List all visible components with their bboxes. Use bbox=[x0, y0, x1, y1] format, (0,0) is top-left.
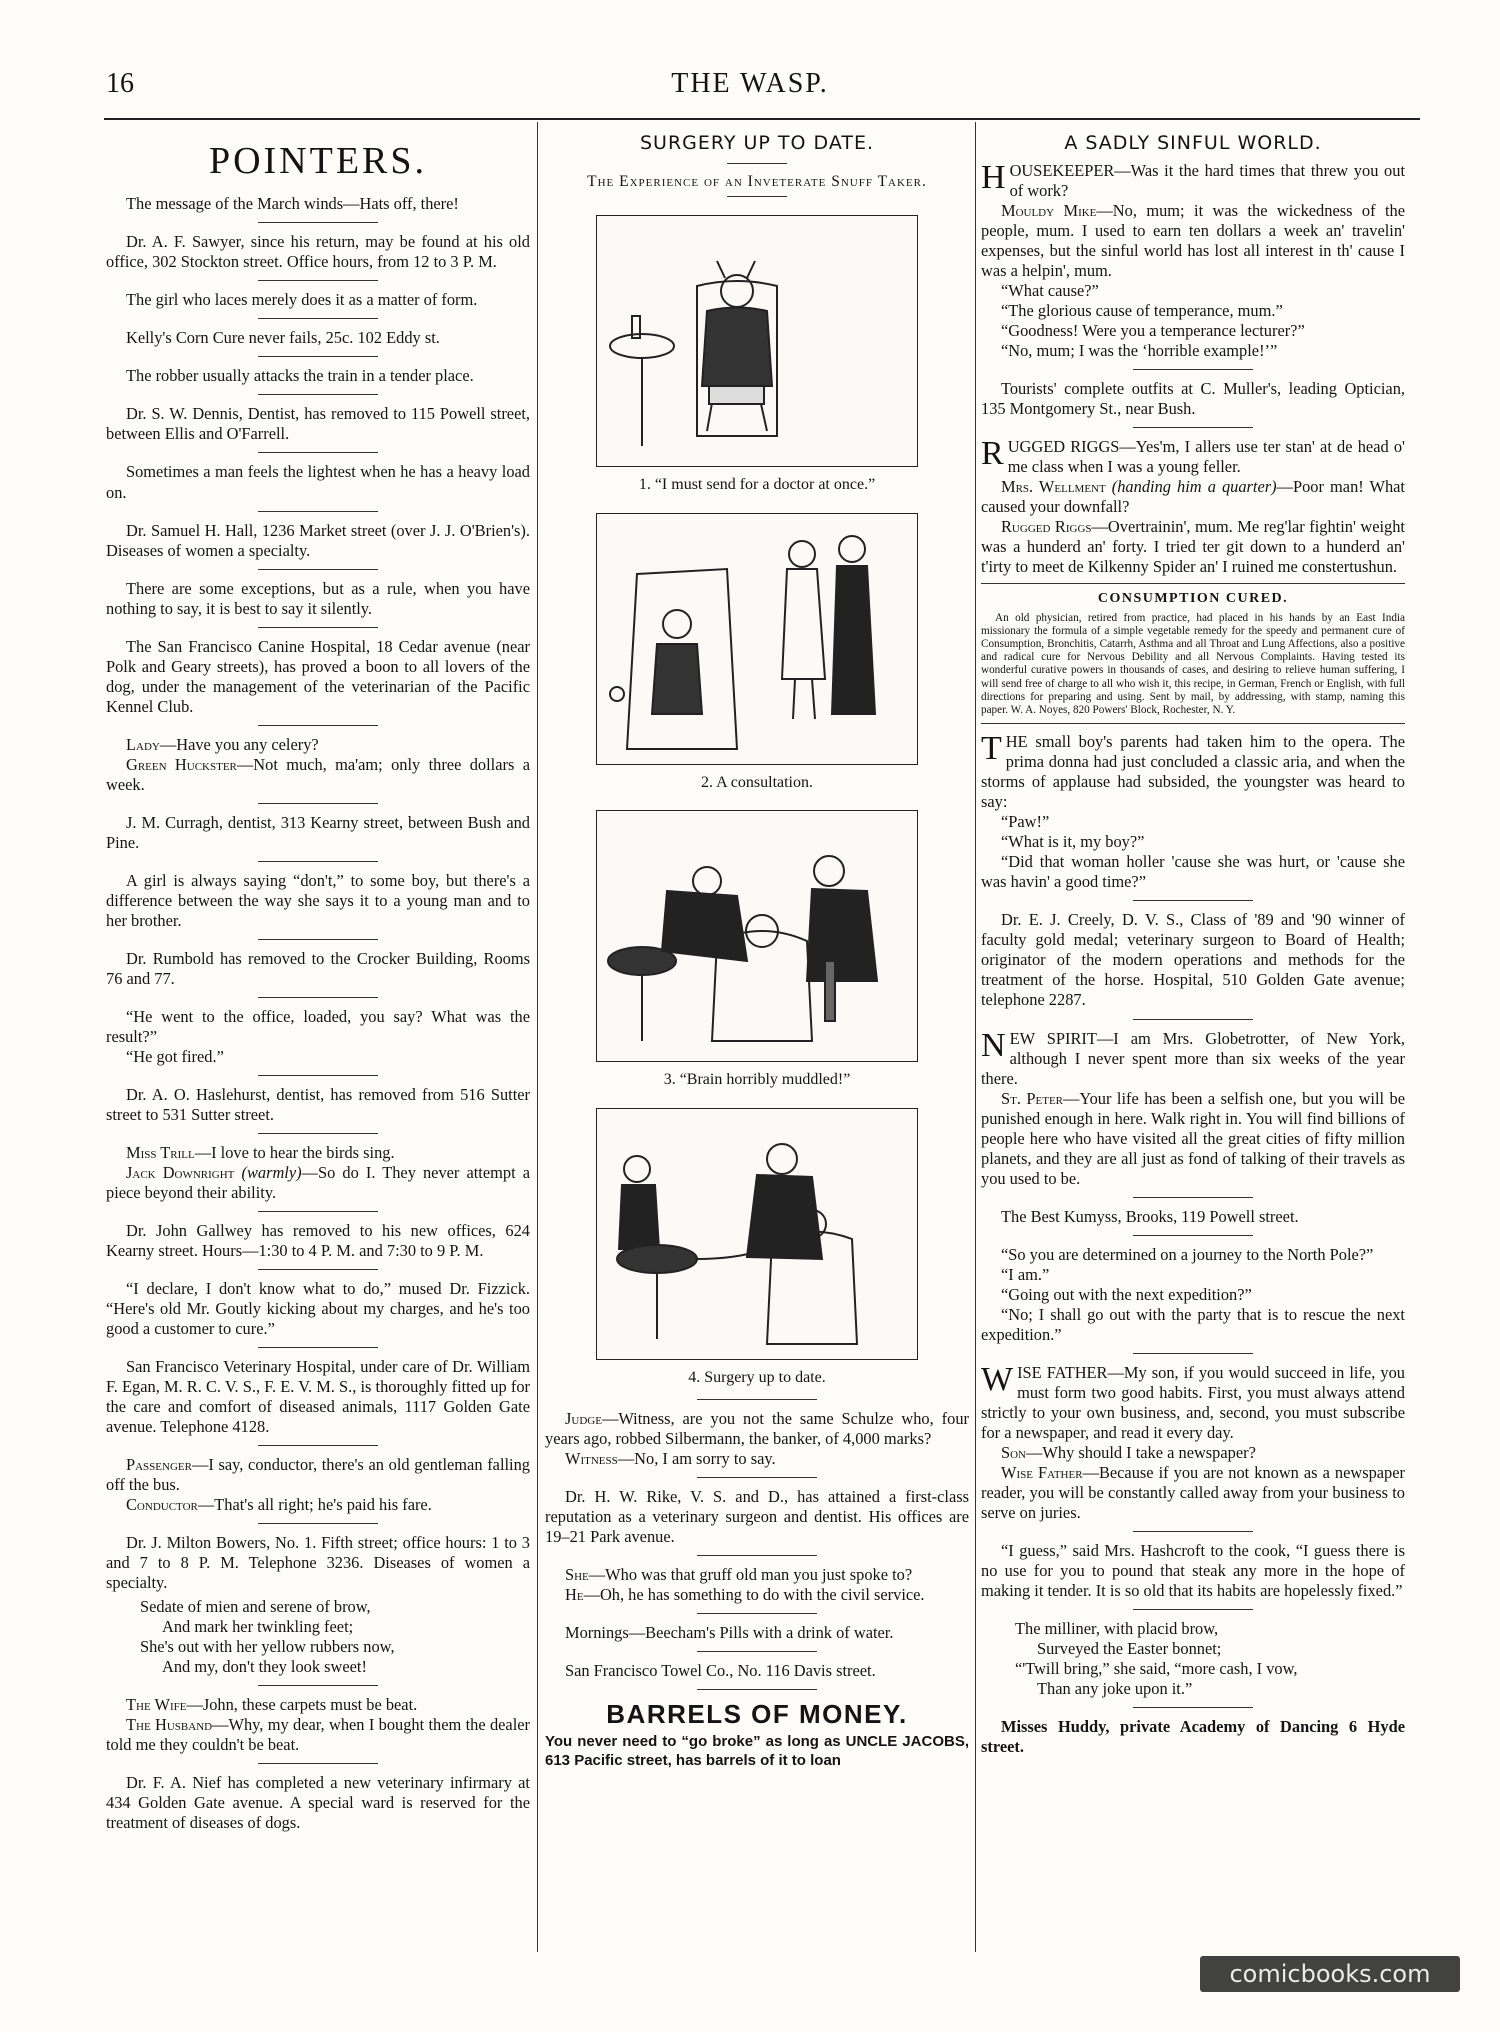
stage-direction: (warmly) bbox=[241, 1162, 302, 1182]
paragraph: Dr. J. Milton Bowers, No. 1. Fifth street; office hours: 1 to 3 and 7 to 8 P. M. Telephone 3236. Diseases of women a specialty. bbox=[106, 1533, 530, 1593]
paragraph: Dr. A. F. Sawyer, since his return, may be found at his old office, 302 Stockton street. Office hours, from 12 to 3 P. M. bbox=[106, 232, 530, 272]
separator bbox=[258, 318, 378, 319]
speech: —Who was that gruff old man you just spoke to? bbox=[588, 1565, 913, 1585]
separator bbox=[258, 1685, 378, 1686]
dialogue-line: “What cause?” bbox=[1001, 281, 1099, 301]
speech: —Overtrainin', mum. Me reg'lar fightin' weight was a hunderd an' forty. I tried ter git down to a hunderd an' t'irty to meet de Kilkenny Spider an' I ruined me constertushun. bbox=[981, 517, 1405, 577]
masthead-title: THE WASP. bbox=[671, 68, 829, 99]
paragraph: Mornings—Beecham's Pills with a drink of water. bbox=[565, 1623, 894, 1643]
poem bbox=[140, 1597, 530, 1677]
dialogue-line: “Going out with the next expedition?” bbox=[1001, 1284, 1252, 1304]
speech: —That's all right; he's paid his fare. bbox=[197, 1495, 432, 1515]
section-title: A SADLY SINFUL WORLD. bbox=[1064, 132, 1322, 154]
paragraph: Dr. Samuel H. Hall, 1236 Market street (over J. J. O'Brien's). Diseases of women a specialty. bbox=[106, 520, 530, 560]
speech: —Not much, ma'am; only three dollars a week. bbox=[106, 754, 530, 794]
dialogue-line: “So you are determined on a journey to the North Pole?” bbox=[1001, 1244, 1374, 1264]
speaker: Son bbox=[1001, 1442, 1027, 1462]
speech: —No, mum; it was the wickedness of the people, mum. I used to earn ten dollars a week an' travelin' expenses, but the sinful world has lost all interest in th' cause I was a helpin', mum. bbox=[981, 201, 1405, 281]
dialogue-line: “He went to the office, loaded, you say? What was the result?” bbox=[106, 1006, 530, 1046]
speech: —Have you any celery? bbox=[159, 734, 319, 754]
speech: —Your life has been a selfish one, but you will be punished enough in here. Walk right in. You will find billions of people here who have visited all the great cities of fifty million planets, and they are all just as fond of talking of their travels as you used to be. bbox=[981, 1088, 1406, 1188]
advertisement-title: CONSUMPTION CURED. bbox=[1097, 591, 1289, 607]
separator bbox=[258, 1075, 378, 1076]
advertisement-body: You never need to “go broke” as long as UNCLE JACOBS, 613 Pacific street, has barrels of it to loan bbox=[545, 1733, 969, 1769]
paragraph: Dr. F. A. Nief has completed a new veterinary infirmary at 434 Golden Gate avenue. A special ward is reserved for the treatment of diseases of dogs. bbox=[106, 1773, 530, 1833]
dialogue-line bbox=[981, 1360, 1405, 1443]
speech: —So do I. They never attempt a piece beyond their ability. bbox=[106, 1162, 530, 1202]
paragraph: A girl is always saying “don't,” to some boy, but there's a difference between the way she says it to a young man and to her brother. bbox=[106, 870, 530, 930]
separator bbox=[258, 1269, 378, 1270]
speaker: Witness bbox=[565, 1449, 618, 1469]
column-surgery bbox=[545, 126, 969, 1771]
separator bbox=[258, 1133, 378, 1134]
separator bbox=[697, 1477, 817, 1478]
separator bbox=[1133, 1609, 1253, 1610]
separator bbox=[258, 1347, 378, 1348]
dialogue-line: “He got fired.” bbox=[126, 1046, 224, 1066]
paragraph: Tourists' complete outfits at C. Muller's, leading Optician, 135 Montgomery St., near Bush. bbox=[981, 379, 1405, 419]
stage-direction: (handing him a quarter) bbox=[1111, 477, 1277, 497]
drop-cap: N bbox=[981, 1026, 1006, 1064]
speech: —Why, my dear, when I bought them the dealer told me they couldn't be beat. bbox=[106, 1715, 530, 1755]
advertisement-line: Misses Huddy, private Academy of Dancing 6 Hyde street. bbox=[981, 1716, 1405, 1756]
dialogue-line bbox=[981, 201, 1405, 281]
poem-line: She's out with her yellow rubbers now, bbox=[140, 1637, 395, 1657]
drop-cap: R bbox=[981, 435, 1004, 473]
dialogue-line bbox=[106, 735, 530, 755]
separator bbox=[258, 1445, 378, 1446]
poem-line: Than any joke upon it.” bbox=[1037, 1678, 1193, 1698]
dialogue-line bbox=[106, 1143, 530, 1163]
speaker: Lady bbox=[126, 734, 160, 754]
speech: —I say, conductor, there's an old gentleman falling off the bus. bbox=[106, 1455, 530, 1495]
speech: —Poor man! What caused your downfall? bbox=[981, 477, 1405, 517]
speech: EW SPIRIT—I am Mrs. Globetrotter, of New York, although I never spent more than six weeks of the year there. bbox=[981, 1028, 1405, 1088]
dialogue-line bbox=[106, 755, 530, 795]
separator bbox=[258, 997, 378, 998]
panel-caption: 1. “I must send for a doctor at once.” bbox=[638, 476, 876, 494]
separator bbox=[981, 723, 1405, 724]
dialogue-line: “No, mum; I was the ‘horrible example!’” bbox=[1001, 341, 1278, 361]
separator bbox=[258, 569, 378, 570]
paragraph: San Francisco Towel Co., No. 116 Davis street. bbox=[565, 1661, 876, 1681]
advertisement-body: An old physician, retired from practice, had placed in his hands by an East India missionary the formula of a simple vegetable remedy for the speedy and permanent cure of Consumption, Bronchitis, Catarrh, Asthma and all Throat and Lung Affections, also a positive and radical cure for Nervous Debility and all Nervous Complaints. Having tested its wonderful curative powers in thousands of cases, and desiring to relieve human suffering, I will send free of charge to all who wish it, this recipe, in German, French or English, with full directions for preparing and using. Sent by mail, by addressing, with stamp, naming this paper. W. A. Noyes, 820 Powers' Block, Rochester, N. Y. bbox=[981, 611, 1405, 717]
speech: —Because if you are not known as a newspaper reader, you will be constantly called away from your business to serve on juries. bbox=[981, 1462, 1405, 1522]
speaker: Passenger bbox=[126, 1455, 192, 1475]
dialogue-line bbox=[106, 1163, 530, 1203]
watermark: comicbooks.com bbox=[1200, 1956, 1460, 1992]
dialogue-line bbox=[545, 1585, 969, 1605]
speaker: Rugged Riggs bbox=[1001, 517, 1092, 537]
paragraph: Dr. Rumbold has removed to the Crocker Building, Rooms 76 and 77. bbox=[106, 948, 530, 988]
separator bbox=[258, 394, 378, 395]
cartoon-panel-2 bbox=[596, 513, 918, 765]
separator bbox=[1133, 1353, 1253, 1354]
panel-caption: 2. A consultation. bbox=[701, 773, 813, 791]
cartoon-panel-1 bbox=[596, 215, 918, 467]
speech: —Witness, are you not the same Schulze who, four years ago, robbed Silbermann, the banker, of 4,000 marks? bbox=[545, 1409, 969, 1449]
separator bbox=[258, 861, 378, 862]
advertisement-title: BARRELS OF MONEY. bbox=[606, 1699, 908, 1730]
dialogue-line bbox=[545, 1409, 969, 1449]
separator bbox=[697, 1613, 817, 1614]
column-divider bbox=[537, 122, 538, 1952]
separator bbox=[697, 1651, 817, 1652]
paragraph: There are some exceptions, but as a rule, when you have nothing to say, it is best to say it silently. bbox=[106, 578, 530, 618]
paragraph bbox=[981, 732, 1405, 812]
paragraph: Dr. S. W. Dennis, Dentist, has removed to 115 Powell street, between Ellis and O'Farrell. bbox=[106, 404, 530, 444]
paragraph: J. M. Curragh, dentist, 313 Kearny street, between Bush and Pine. bbox=[106, 812, 530, 852]
paragraph: The girl who laces merely does it as a matter of form. bbox=[126, 290, 478, 310]
speaker: The Wife bbox=[126, 1695, 187, 1715]
paragraph: Dr. John Gallwey has removed to his new offices, 624 Kearny street. Hours—1:30 to 4 P. M. and 7:30 to 9 P. M. bbox=[106, 1220, 530, 1260]
separator bbox=[697, 1399, 817, 1400]
header-rule bbox=[104, 118, 1420, 120]
poem-line: The milliner, with placid brow, bbox=[1015, 1618, 1219, 1638]
section-title: SURGERY UP TO DATE. bbox=[639, 132, 874, 154]
dialogue-line bbox=[106, 1695, 530, 1715]
speaker: Mrs. Wellment bbox=[1001, 477, 1106, 497]
drop-cap: T bbox=[981, 730, 1002, 768]
paragraph: Sometimes a man feels the lightest when he has a heavy load on. bbox=[106, 462, 530, 502]
dialogue-line bbox=[981, 161, 1405, 201]
separator bbox=[258, 452, 378, 453]
paragraph: Dr. E. J. Creely, D. V. S., Class of '89 and '90 winner of faculty gold medal; veterinary surgeon to Board of Health; originator of the modern operations and methods for the treatment of the horse. Hospital, 510 Golden Gate avenue; telephone 2287. bbox=[981, 910, 1405, 1010]
separator bbox=[258, 939, 378, 940]
separator bbox=[258, 356, 378, 357]
dialogue-line bbox=[981, 1026, 1405, 1089]
speaker: She bbox=[565, 1565, 589, 1585]
separator bbox=[697, 1555, 817, 1556]
separator bbox=[258, 803, 378, 804]
separator bbox=[727, 196, 787, 197]
poem-line: “'Twill bring,” she said, “more cash, I vow, bbox=[1015, 1658, 1298, 1678]
separator bbox=[258, 627, 378, 628]
paragraph: The message of the March winds—Hats off, there! bbox=[126, 194, 459, 214]
separator bbox=[258, 725, 378, 726]
dialogue-line bbox=[106, 1715, 530, 1755]
separator bbox=[1133, 1235, 1253, 1236]
speaker: St. Peter bbox=[1001, 1088, 1064, 1108]
speaker: Mouldy Mike bbox=[1001, 201, 1097, 221]
poem bbox=[1015, 1619, 1405, 1699]
dialogue-line: “Did that woman holler 'cause she was hurt, or 'cause she was havin' a good time?” bbox=[981, 852, 1405, 892]
dialogue-line: “No; I shall go out with the party that is to rescue the next expedition.” bbox=[981, 1304, 1405, 1344]
dialogue-line bbox=[981, 1463, 1405, 1523]
speaker: He bbox=[565, 1585, 584, 1605]
paragraph: “I guess,” said Mrs. Hashcroft to the cook, “I guess there is no use for you to pound that steak any more in the hope of making it tender. It is so old that its habits are hopelessly fixed.” bbox=[981, 1540, 1405, 1600]
dialogue-line bbox=[981, 517, 1405, 577]
separator bbox=[258, 280, 378, 281]
separator bbox=[1133, 1707, 1253, 1708]
cartoon-panel-3 bbox=[596, 810, 918, 1062]
dialogue-line: “Paw!” bbox=[1001, 812, 1050, 832]
dialogue-line bbox=[981, 1443, 1405, 1463]
speech: —I love to hear the birds sing. bbox=[194, 1142, 395, 1162]
paragraph: Kelly's Corn Cure never fails, 25c. 102 Eddy st. bbox=[126, 328, 440, 348]
section-title: POINTERS. bbox=[208, 140, 428, 182]
speaker: Conductor bbox=[126, 1495, 198, 1515]
paragraph: Dr. H. W. Rike, V. S. and D., has attained a first-class reputation as a veterinary surgeon and dentist. His offices are 19–21 Park avenue. bbox=[545, 1487, 969, 1547]
cartoon-panel-4 bbox=[596, 1108, 918, 1360]
column-pointers bbox=[106, 126, 530, 1833]
separator bbox=[1133, 369, 1253, 370]
paragraph: The Best Kumyss, Brooks, 119 Powell street. bbox=[1001, 1206, 1299, 1226]
page-number: 16 bbox=[106, 68, 134, 99]
separator bbox=[1133, 1019, 1253, 1020]
separator bbox=[258, 1763, 378, 1764]
poem-line: And mark her twinkling feet; bbox=[162, 1617, 354, 1637]
section-subtitle: The Experience of an Inveterate Snuff Taker. bbox=[587, 173, 927, 191]
dialogue-line: “The glorious cause of temperance, mum.” bbox=[1001, 301, 1283, 321]
speech: —Why should I take a newspaper? bbox=[1026, 1442, 1256, 1462]
speech: HE small boy's parents had taken him to the opera. The prima donna had just concluded a classic aria, and when the storms of applause had subsided, the youngster was heard to say: bbox=[981, 732, 1405, 812]
speech: —Oh, he has something to do with the civil service. bbox=[583, 1585, 925, 1605]
poem-line: Sedate of mien and serene of brow, bbox=[140, 1597, 371, 1617]
dialogue-line bbox=[981, 477, 1405, 517]
separator bbox=[1133, 427, 1253, 428]
speech: ISE FATHER—My son, if you would succeed in life, you must form two good habits. First, you must always attend strictly to your own business, and, second, you must subscribe for a newspaper, and read it every day. bbox=[981, 1362, 1405, 1442]
dialogue-line: “I am.” bbox=[1001, 1264, 1050, 1284]
speaker: Jack Downright bbox=[126, 1162, 235, 1182]
dialogue-line: “Goodness! Were you a temperance lecturer?” bbox=[1001, 321, 1305, 341]
separator bbox=[258, 222, 378, 223]
separator bbox=[981, 583, 1405, 584]
speaker: The Husband bbox=[126, 1715, 213, 1735]
separator bbox=[697, 1689, 817, 1690]
dialogue-line bbox=[106, 1455, 530, 1495]
cartoon-illustration bbox=[597, 514, 917, 764]
panel-caption: 4. Surgery up to date. bbox=[688, 1368, 826, 1386]
speech: —John, these carpets must be beat. bbox=[186, 1695, 418, 1715]
paragraph: The robber usually attacks the train in a tender place. bbox=[126, 366, 474, 386]
separator bbox=[1133, 1197, 1253, 1198]
separator bbox=[727, 163, 787, 164]
column-sinful-world bbox=[981, 126, 1405, 1757]
dialogue-line: “What is it, my boy?” bbox=[1001, 832, 1145, 852]
column-divider bbox=[975, 122, 976, 1952]
dialogue-line bbox=[106, 1495, 530, 1515]
drop-cap: W bbox=[981, 1360, 1014, 1398]
poem-line: Surveyed the Easter bonnet; bbox=[1037, 1638, 1222, 1658]
speaker: Green Huckster bbox=[126, 754, 237, 774]
cartoon-illustration bbox=[597, 216, 917, 466]
dialogue-line bbox=[545, 1565, 969, 1585]
poem-line: And my, don't they look sweet! bbox=[162, 1657, 367, 1677]
paragraph: “I declare, I don't know what to do,” mused Dr. Fizzick. “Here's old Mr. Goutly kicking about my charges, and he's too good a customer to cure.” bbox=[106, 1278, 530, 1338]
speaker: Judge bbox=[565, 1409, 602, 1429]
dialogue-line bbox=[545, 1449, 969, 1469]
separator bbox=[258, 1523, 378, 1524]
drop-cap: H bbox=[981, 159, 1006, 197]
paragraph: San Francisco Veterinary Hospital, under care of Dr. William F. Egan, M. R. C. V. S., F. E. V. M. S., is thoroughly fitted up for the care and comfort of diseased animals, 1117 Golden Gate avenue. Telephone 4128. bbox=[106, 1357, 530, 1437]
cartoon-illustration bbox=[597, 1109, 917, 1359]
separator bbox=[1133, 900, 1253, 901]
speaker: Wise Father bbox=[1001, 1462, 1083, 1482]
speaker: Miss Trill bbox=[126, 1142, 195, 1162]
paragraph: The San Francisco Canine Hospital, 18 Cedar avenue (near Polk and Geary streets), has proved a boon to all lovers of the dog, under the management of the veterinarian of the Pacific Kennel Club. bbox=[106, 636, 530, 716]
separator bbox=[258, 1211, 378, 1212]
separator bbox=[258, 511, 378, 512]
speech: —No, I am sorry to say. bbox=[617, 1449, 776, 1469]
speech: OUSEKEEPER—Was it the hard times that threw you out of work? bbox=[1009, 161, 1405, 201]
dialogue-line bbox=[981, 1089, 1405, 1189]
speech: UGGED RIGGS—Yes'm, I allers use ter stan' at de head o' me class when I was a young feller. bbox=[1007, 437, 1405, 477]
dialogue-line bbox=[981, 437, 1405, 477]
panel-caption: 3. “Brain horribly muddled!” bbox=[663, 1071, 851, 1089]
paragraph: Dr. A. O. Haslehurst, dentist, has removed from 516 Sutter street to 531 Sutter street. bbox=[106, 1084, 530, 1124]
separator bbox=[1133, 1531, 1253, 1532]
cartoon-illustration bbox=[597, 811, 917, 1061]
